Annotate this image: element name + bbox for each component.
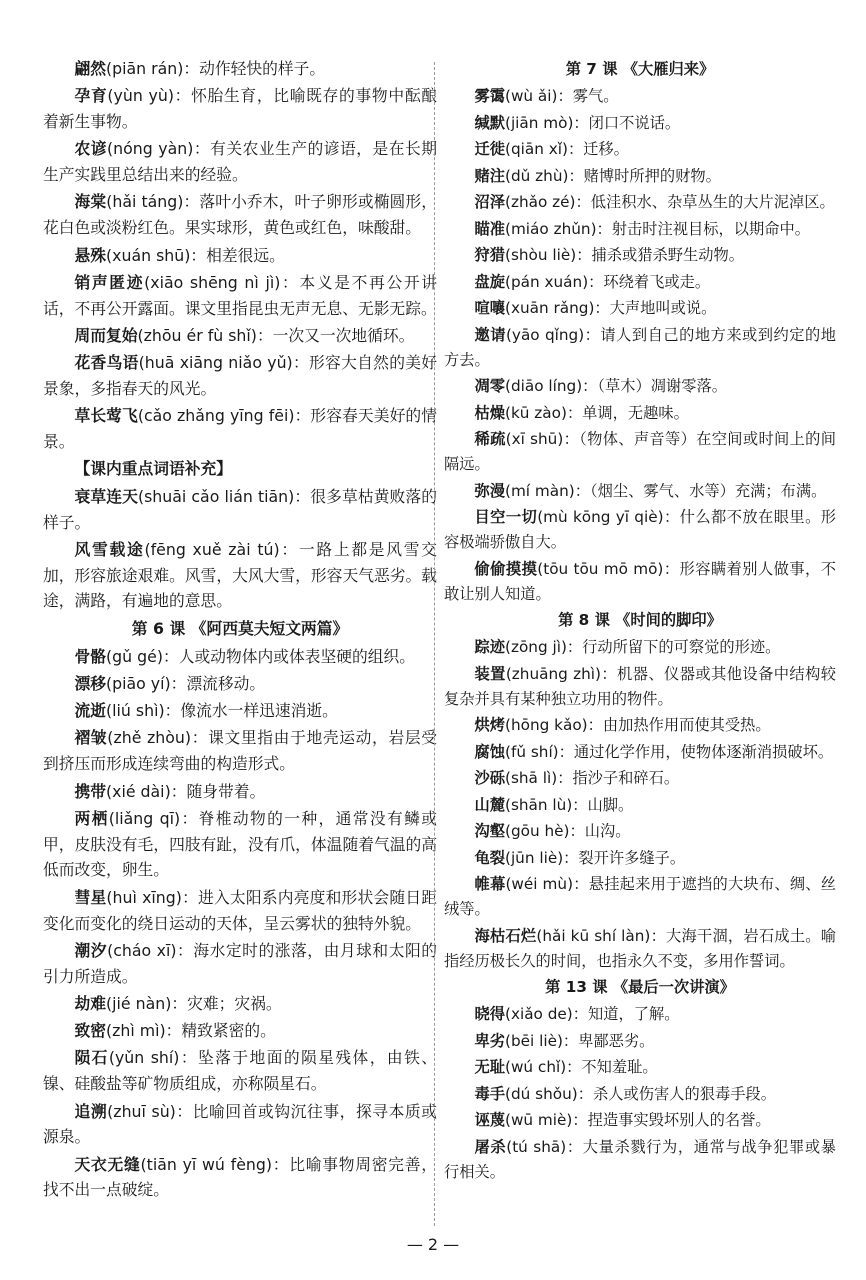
vocab-pinyin: (yāo qǐng) <box>505 325 585 344</box>
vocab-entry <box>444 819 836 844</box>
vocab-term: 沼泽 <box>474 193 505 211</box>
vocab-definition: ：落叶小乔木，叶子卵形或椭圆形，花白色或淡粉红色。果实球形，黄色或红色，味酸甜。 <box>43 192 437 238</box>
vocab-pinyin: (shā lì) <box>505 769 558 787</box>
vocab-term: 装置 <box>474 664 506 683</box>
page-number: — 2 — <box>406 1235 460 1254</box>
vocab-entry <box>43 938 437 990</box>
vocab-pinyin: (zōng jì) <box>505 638 567 656</box>
vocab-entry <box>43 779 437 805</box>
vocab-term: 劫难 <box>74 993 106 1013</box>
vocab-term: 无耻 <box>474 1058 505 1076</box>
vocab-definition: ：精致紧密的。 <box>165 1021 276 1041</box>
vocab-pinyin: (qiān xǐ) <box>505 140 568 158</box>
vocab-pinyin: (wéi mù) <box>505 875 574 893</box>
vocab-entry <box>43 1152 437 1204</box>
vocab-entry <box>43 671 437 697</box>
vocab-pinyin: (zhì mì) <box>106 1021 166 1041</box>
vocab-term: 销声匿迹 <box>74 272 145 292</box>
vocab-entry <box>43 189 437 241</box>
vocab-pinyin: (pán xuán) <box>505 272 589 291</box>
vocab-term: 盘旋 <box>474 272 505 291</box>
vocab-term: 山麓 <box>474 795 505 814</box>
vocab-definition: ：射击时注视目标，以期命中。 <box>596 219 811 238</box>
vocab-definition: ：进入太阳系内亮度和形状会随日距变化而变化的绕日运动的天体，呈云雾状的独特外貌。 <box>43 887 438 933</box>
vocab-definition: ：随身带着。 <box>170 781 266 801</box>
vocab-definition: ：什么都不放在眼里。形容极端骄傲自大。 <box>444 508 837 551</box>
vocab-term: 沙砾 <box>474 769 505 787</box>
vocab-pinyin: (zhuī sù) <box>107 1101 176 1121</box>
vocab-definition: ：迁移。 <box>567 140 629 158</box>
vocab-entry <box>444 793 836 818</box>
vocab-pinyin: (xié dài) <box>106 781 171 801</box>
vocab-entry <box>444 557 836 607</box>
vocab-term: 赌注 <box>474 166 505 185</box>
vocab-term: 天衣无缝 <box>74 1154 141 1174</box>
vocab-pinyin: (xuán shū) <box>106 245 191 265</box>
vocab-definition: ：比喻事物周密完善，找不出一点破绽。 <box>43 1154 437 1200</box>
vocab-term: 腐蚀 <box>474 742 505 761</box>
vocab-entry <box>43 1045 437 1097</box>
vocab-term: 沟壑 <box>474 822 505 840</box>
vocab-pinyin: (diāo líng) <box>505 377 583 395</box>
vocab-definition: ：大声地叫或说。 <box>594 299 717 317</box>
vocab-term: 陨石 <box>74 1048 109 1068</box>
vocab-term: 凋零 <box>474 377 505 395</box>
vocab-entry <box>43 698 437 724</box>
vocab-entry <box>444 635 836 660</box>
vocab-entry <box>43 644 437 670</box>
vocab-term: 两栖 <box>74 808 109 828</box>
vocab-entry <box>444 401 836 426</box>
vocab-pinyin: (huā xiāng niǎo yǔ) <box>138 353 293 373</box>
vocab-pinyin: (kū zào) <box>505 403 567 422</box>
vocab-pinyin: (tōu tōu mō mō) <box>537 559 664 578</box>
vocab-entry <box>43 270 437 322</box>
vocab-definition: ：坠落于地面的陨星残体，由铁、镍、硅酸盐等矿物质组成，亦称陨星石。 <box>43 1048 437 1094</box>
lesson-heading: 第 13 课 《最后一次讲演》 <box>545 978 735 996</box>
vocab-definition: ：赌博时所押的财物。 <box>568 166 721 185</box>
vocab-entry <box>444 872 836 922</box>
vocab-definition: ：怀胎生育，比喻既存的事物中酝酿着新生事物。 <box>43 86 438 132</box>
vocab-definition: ：一路上都是风雪交加，形容旅途艰难。风雪，大风大雪，形容天气恶劣。载途，满路，有遍地的意思。 <box>43 539 438 611</box>
vocab-entry <box>444 479 836 504</box>
vocab-definition: ：由加热作用而使其受热。 <box>587 716 771 734</box>
vocab-pinyin: (tiān yī wú fèng) <box>140 1154 273 1174</box>
vocab-pinyin: (xiǎo de) <box>505 1005 573 1023</box>
vocab-entry <box>444 1082 836 1107</box>
vocab-term: 彗星 <box>74 887 107 907</box>
vocab-pinyin: (zhuāng zhì) <box>505 664 601 683</box>
vocab-definition: ：请人到自己的地方来或到约定的地方去。 <box>444 325 837 369</box>
vocab-pinyin: (cǎo zhǎng yīng fēi) <box>137 406 295 426</box>
vocab-pinyin: (zhōu ér fù shǐ) <box>137 325 257 345</box>
vocab-pinyin: (piān rán) <box>106 59 184 78</box>
vocab-term: 花香鸟语 <box>74 353 139 373</box>
vocab-definition: ：闭口不说话。 <box>573 113 681 132</box>
vocab-definition: ：雾气。 <box>557 87 619 105</box>
vocab-term: 帷幕 <box>474 875 506 893</box>
vocab-term: 迁徙 <box>474 140 505 158</box>
vocab-entry <box>43 725 437 777</box>
vocab-entry <box>444 505 836 555</box>
vocab-pinyin: (jūn liè) <box>505 848 564 867</box>
vocab-definition: ：漂流移动。 <box>170 673 266 693</box>
vocab-term: 骨骼 <box>74 646 106 666</box>
vocab-pinyin: (xī shū) <box>505 430 564 448</box>
vocab-pinyin: (miáo zhǔn) <box>505 219 597 238</box>
vocab-definition: ：悬挂起来用于遮挡的大块布、绸、丝绒等。 <box>444 875 837 918</box>
vocab-definition: ：山沟。 <box>569 822 631 840</box>
vocab-entry <box>444 296 836 321</box>
vocab-entry <box>43 484 437 536</box>
vocab-definition: ：知道，了解。 <box>572 1005 680 1023</box>
vocab-entry <box>444 1108 836 1133</box>
vocab-entry <box>43 83 437 135</box>
vocab-term: 海棠 <box>74 192 107 212</box>
vocab-definition: ：通过化学作用，使物体逐渐消损破坏。 <box>558 742 834 761</box>
vocab-entry <box>444 164 836 189</box>
vocab-term: 褶皱 <box>74 728 108 748</box>
vocab-term: 致密 <box>74 1021 106 1041</box>
vocab-definition: ：海水定时的涨落，由月球和太阳的引力所造成。 <box>43 940 438 986</box>
vocab-term: 弥漫 <box>474 481 505 500</box>
vocab-pinyin: (wū miè) <box>505 1111 573 1129</box>
vocab-term: 枯燥 <box>474 403 505 422</box>
vocab-pinyin: (nóng yàn) <box>107 139 194 159</box>
vocab-entry <box>444 924 836 974</box>
vocab-definition: ：不知羞耻。 <box>566 1058 658 1076</box>
vocab-entry <box>444 713 836 738</box>
vocab-term: 悬殊 <box>74 245 106 265</box>
vocab-term: 晓得 <box>474 1005 505 1023</box>
vocab-term: 追溯 <box>74 1101 108 1121</box>
vocab-definition: ：比喻回首或钩沉往事，探寻本质或源泉。 <box>43 1101 438 1147</box>
vocab-pinyin: (dú shǒu) <box>505 1084 578 1103</box>
vocab-term: 喧嚷 <box>474 299 505 317</box>
vocab-term: 踪迹 <box>474 638 505 656</box>
vocab-term: 草长莺飞 <box>74 406 138 426</box>
vocab-entry <box>43 56 437 82</box>
vocab-pinyin: (yǔn shí) <box>108 1048 180 1068</box>
vocab-definition: ：环绕着飞或走。 <box>588 272 711 291</box>
vocab-definition: ：杀人或伤害人的狠毒手段。 <box>577 1084 776 1103</box>
vocab-term: 偷偷摸摸 <box>474 559 538 578</box>
vocab-definition: ：本义是不再公开讲话，不再公开露面。课文里指昆虫无声无息、无影无踪。 <box>43 272 438 318</box>
vocab-pinyin: (hǎi táng) <box>106 192 184 212</box>
vocab-term: 毒手 <box>474 1084 505 1103</box>
vocab-term: 携带 <box>74 781 106 801</box>
vocab-term: 雾霭 <box>474 87 505 105</box>
vocab-definition: ：捕杀或猎杀野生动物。 <box>576 246 744 264</box>
vocab-term: 瞄准 <box>474 219 505 238</box>
vocab-term: 狩猎 <box>474 246 505 264</box>
vocab-term: 诬蔑 <box>474 1111 505 1129</box>
vocab-pinyin: (tú shā) <box>506 1137 567 1156</box>
vocab-definition: ：裂开许多缝子。 <box>563 848 686 867</box>
vocab-definition: ：脊椎动物的一种，通常没有鳞或甲，皮肤没有毛，四肢有趾，没有爪，体温随着气温的高低而改变，卵生。 <box>43 808 438 880</box>
vocab-definition: ：机器、仪器或其他设备中结构较复杂并具有某种独立功用的物件。 <box>444 664 837 708</box>
vocab-definition: ：动作轻快的样子。 <box>183 59 326 78</box>
vocab-entry <box>43 323 437 349</box>
vocab-entry <box>43 243 437 269</box>
vocab-definition: ：（烟尘、雾气、水等）充满；布满。 <box>574 481 827 500</box>
vocab-pinyin: (piāo yí) <box>106 673 171 693</box>
vocab-definition: ：灾难；灾祸。 <box>171 993 282 1013</box>
vocab-definition: ：低洼积水、杂草丛生的大片泥淖区。 <box>575 193 835 211</box>
vocab-pinyin: (zhě zhòu) <box>107 728 192 748</box>
vocab-term: 潮汐 <box>74 940 108 960</box>
left-column <box>43 56 437 1205</box>
vocab-definition: ：捏造事实毁坏别人的名誉。 <box>572 1111 771 1129</box>
vocab-entry <box>43 1099 437 1151</box>
lesson-heading: 第 8 课 《时间的脚印》 <box>558 611 722 629</box>
vocab-entry <box>444 137 836 162</box>
vocab-term: 卑劣 <box>474 1031 505 1050</box>
vocab-entry <box>43 991 437 1017</box>
vocab-pinyin: (yùn yù) <box>107 86 174 106</box>
vocab-pinyin: (dǔ zhù) <box>505 166 569 185</box>
vocab-pinyin: (zhǎo zé) <box>505 193 576 211</box>
vocab-term: 孕育 <box>74 86 108 106</box>
vocab-term: 海枯石烂 <box>474 926 537 945</box>
vocab-term: 农谚 <box>74 139 107 159</box>
vocab-entry <box>444 846 836 871</box>
vocab-pinyin: (fēng xuě zài tú) <box>144 539 280 559</box>
vocab-entry <box>444 427 836 477</box>
vocab-pinyin: (mù kōng yī qiè) <box>537 508 664 526</box>
vocab-pinyin: (bēi liè) <box>505 1031 563 1050</box>
vocab-term: 屠杀 <box>474 1137 507 1156</box>
vocab-pinyin: (mí màn) <box>505 481 575 500</box>
vocab-pinyin: (shuāi cǎo lián tiān) <box>137 486 295 506</box>
vocab-definition: ：形容大自然的美好景象，多指春天的风光。 <box>43 353 438 399</box>
vocab-pinyin: (fǔ shí) <box>505 742 559 761</box>
vocab-entry <box>444 84 836 109</box>
vocab-definition: ：指沙子和碎石。 <box>557 769 680 787</box>
vocab-entry <box>43 885 437 937</box>
vocab-pinyin: (huì xīng) <box>106 887 182 907</box>
vocab-term: 衰草连天 <box>74 486 138 506</box>
vocab-term: 漂移 <box>74 673 106 693</box>
vocab-term: 流逝 <box>74 701 106 721</box>
vocab-term: 周而复始 <box>74 325 138 345</box>
vocab-pinyin: (hǎi kū shí làn) <box>536 926 651 945</box>
vocab-entry <box>43 136 437 188</box>
vocab-definition: ：山脚。 <box>572 795 634 814</box>
vocab-definition: ：相差很远。 <box>190 245 285 265</box>
vocab-entry <box>444 374 836 399</box>
vocab-pinyin: (liú shì) <box>106 701 165 721</box>
vocab-definition: ：很多草枯黄败落的样子。 <box>43 486 438 532</box>
vocab-definition: ：大量杀戮行为，通常与战争犯罪或暴行相关。 <box>444 1137 837 1181</box>
vocab-definition: ：大海干涸，岩石成土。喻指经历极长久的时间，也指永久不变，多用作誓词。 <box>444 926 837 970</box>
vocab-definition: ：形容春天美好的情景。 <box>43 406 437 452</box>
vocab-entry <box>444 662 836 712</box>
vocab-definition: ：（草木）凋谢零落。 <box>582 377 728 395</box>
vocab-entry <box>444 1055 836 1080</box>
vocab-definition: ：卑鄙恶劣。 <box>562 1031 655 1050</box>
vocab-pinyin: (xiāo shēng nì jì) <box>144 272 281 292</box>
vocab-pinyin: (gōu hè) <box>505 822 570 840</box>
vocab-definition: ：形容瞒着别人做事，不敢让别人知道。 <box>444 559 837 603</box>
vocab-pinyin: (hōng kǎo) <box>505 716 588 734</box>
vocab-definition: ：行动所留下的可察觉的形迹。 <box>566 638 781 656</box>
lesson-heading: 第 7 课 《大雁归来》 <box>565 60 715 78</box>
vocab-entry <box>444 1135 836 1185</box>
vocab-entry <box>444 270 836 295</box>
column-divider <box>434 62 435 1226</box>
vocab-term: 风雪载途 <box>74 539 145 559</box>
vocab-definition: ：一次又一次地循环。 <box>256 325 415 345</box>
vocab-term: 翩然 <box>74 59 106 78</box>
vocab-pinyin: (shān lù) <box>505 795 573 814</box>
vocab-entry <box>444 190 836 215</box>
vocab-term: 缄默 <box>474 113 505 132</box>
vocab-term: 邀请 <box>474 325 506 344</box>
vocab-entry <box>444 1029 836 1054</box>
vocab-definition: ：人或动物体内或体表坚硬的组织。 <box>162 646 415 666</box>
vocab-pinyin: (gǔ gé) <box>106 646 163 666</box>
vocab-definition: ：课文里指由于地壳运动，岩层受到挤压而形成连续弯曲的构造形式。 <box>43 728 437 774</box>
vocab-pinyin: (jié nàn) <box>106 993 172 1013</box>
vocab-term: 稀疏 <box>474 430 506 448</box>
vocab-entry <box>43 403 437 455</box>
vocab-definition: ：（物体、声音等）在空间或时间上的间隔远。 <box>444 430 837 473</box>
vocab-entry <box>43 350 437 402</box>
vocab-pinyin: (xuān rǎng) <box>505 299 595 317</box>
vocab-pinyin: (wú chǐ) <box>505 1058 567 1076</box>
vocab-entry <box>43 806 437 883</box>
vocab-definition: ：有关农业生产的谚语，是在长期生产实践里总结出来的经验。 <box>43 139 438 185</box>
vocab-pinyin: (jiān mò) <box>505 113 574 132</box>
vocab-entry <box>444 217 836 242</box>
vocab-entry <box>444 243 836 268</box>
vocab-entry <box>444 323 836 373</box>
vocab-term: 龟裂 <box>474 848 505 867</box>
vocab-entry <box>444 766 836 791</box>
vocab-entry <box>444 111 836 136</box>
vocab-entry <box>43 537 437 614</box>
vocab-entry <box>43 1018 437 1044</box>
vocab-entry <box>444 740 836 765</box>
lesson-heading: 第 6 课 《阿西莫夫短文两篇》 <box>131 618 349 638</box>
vocab-term: 目空一切 <box>474 508 538 526</box>
vocab-pinyin: (shòu liè) <box>505 246 577 264</box>
vocab-entry <box>444 1002 836 1027</box>
vocab-definition: ：单调，无趣味。 <box>566 403 689 422</box>
section-subheading: 【课内重点词语补充】 <box>74 459 232 479</box>
vocab-pinyin: (cháo xī) <box>107 940 177 960</box>
right-column <box>444 56 836 1186</box>
vocab-term: 烘烤 <box>474 716 505 734</box>
vocab-definition: ：像流水一样迅速消逝。 <box>164 701 338 721</box>
vocab-pinyin: (liǎng qī) <box>108 808 181 828</box>
vocab-pinyin: (wù ǎi) <box>505 87 558 105</box>
